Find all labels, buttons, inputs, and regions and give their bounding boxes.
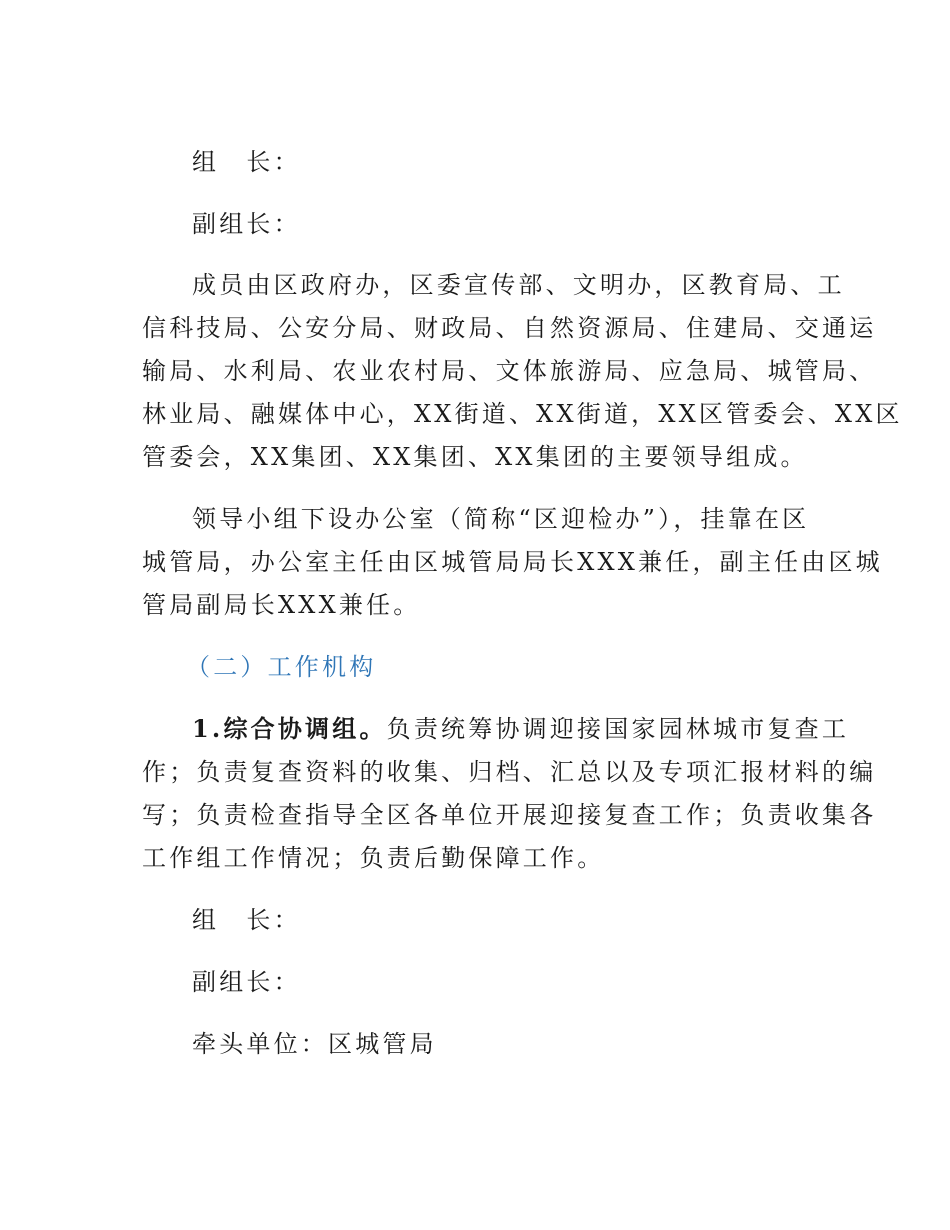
paragraph-line: 城管局，办公室主任由区城管局局长XXX兼任，副主任由区城: [142, 548, 883, 576]
group-duty-text: 负责统筹协调迎接国家园林城市复查工: [386, 715, 850, 743]
lead-unit-text: 牵头单位：区城管局: [192, 1030, 437, 1058]
group-title: 1.综合协调组。: [192, 714, 387, 743]
paragraph-line: 管局副局长XXX兼任。: [142, 591, 421, 619]
paragraph-line: 工作组工作情况；负责后勤保障工作。: [142, 844, 605, 872]
paragraph-line: 林业局、融媒体中心，XX街道、XX街道，XX区管委会、XX区: [142, 400, 903, 428]
group-leader-label: 组 长：: [192, 906, 301, 934]
deputy-leader-label: 副组长：: [192, 210, 301, 238]
paragraph-line: 信科技局、公安分局、财政局、自然资源局、住建局、交通运: [142, 314, 877, 342]
paragraph-line: 写；负责检查指导全区各单位开展迎接复查工作；负责收集各: [142, 801, 877, 829]
paragraph-line: [192, 714, 850, 743]
group-leader-label: 组 长：: [192, 148, 301, 176]
paragraph-line: 管委会，XX集团、XX集团、XX集团的主要领导组成。: [142, 443, 808, 471]
section-heading: （二）工作机构: [186, 653, 377, 681]
deputy-leader-label: 副组长：: [192, 968, 301, 996]
paragraph-line: 领导小组下设办公室（简称“区迎检办”），挂靠在区: [192, 505, 810, 533]
paragraph-line: 作；负责复查资料的收集、归档、汇总以及专项汇报材料的编: [142, 758, 877, 786]
paragraph-line: 成员由区政府办，区委宣传部、文明办，区教育局、工: [192, 271, 845, 299]
paragraph-line: 输局、水利局、农业农村局、文体旅游局、应急局、城管局、: [142, 357, 877, 385]
